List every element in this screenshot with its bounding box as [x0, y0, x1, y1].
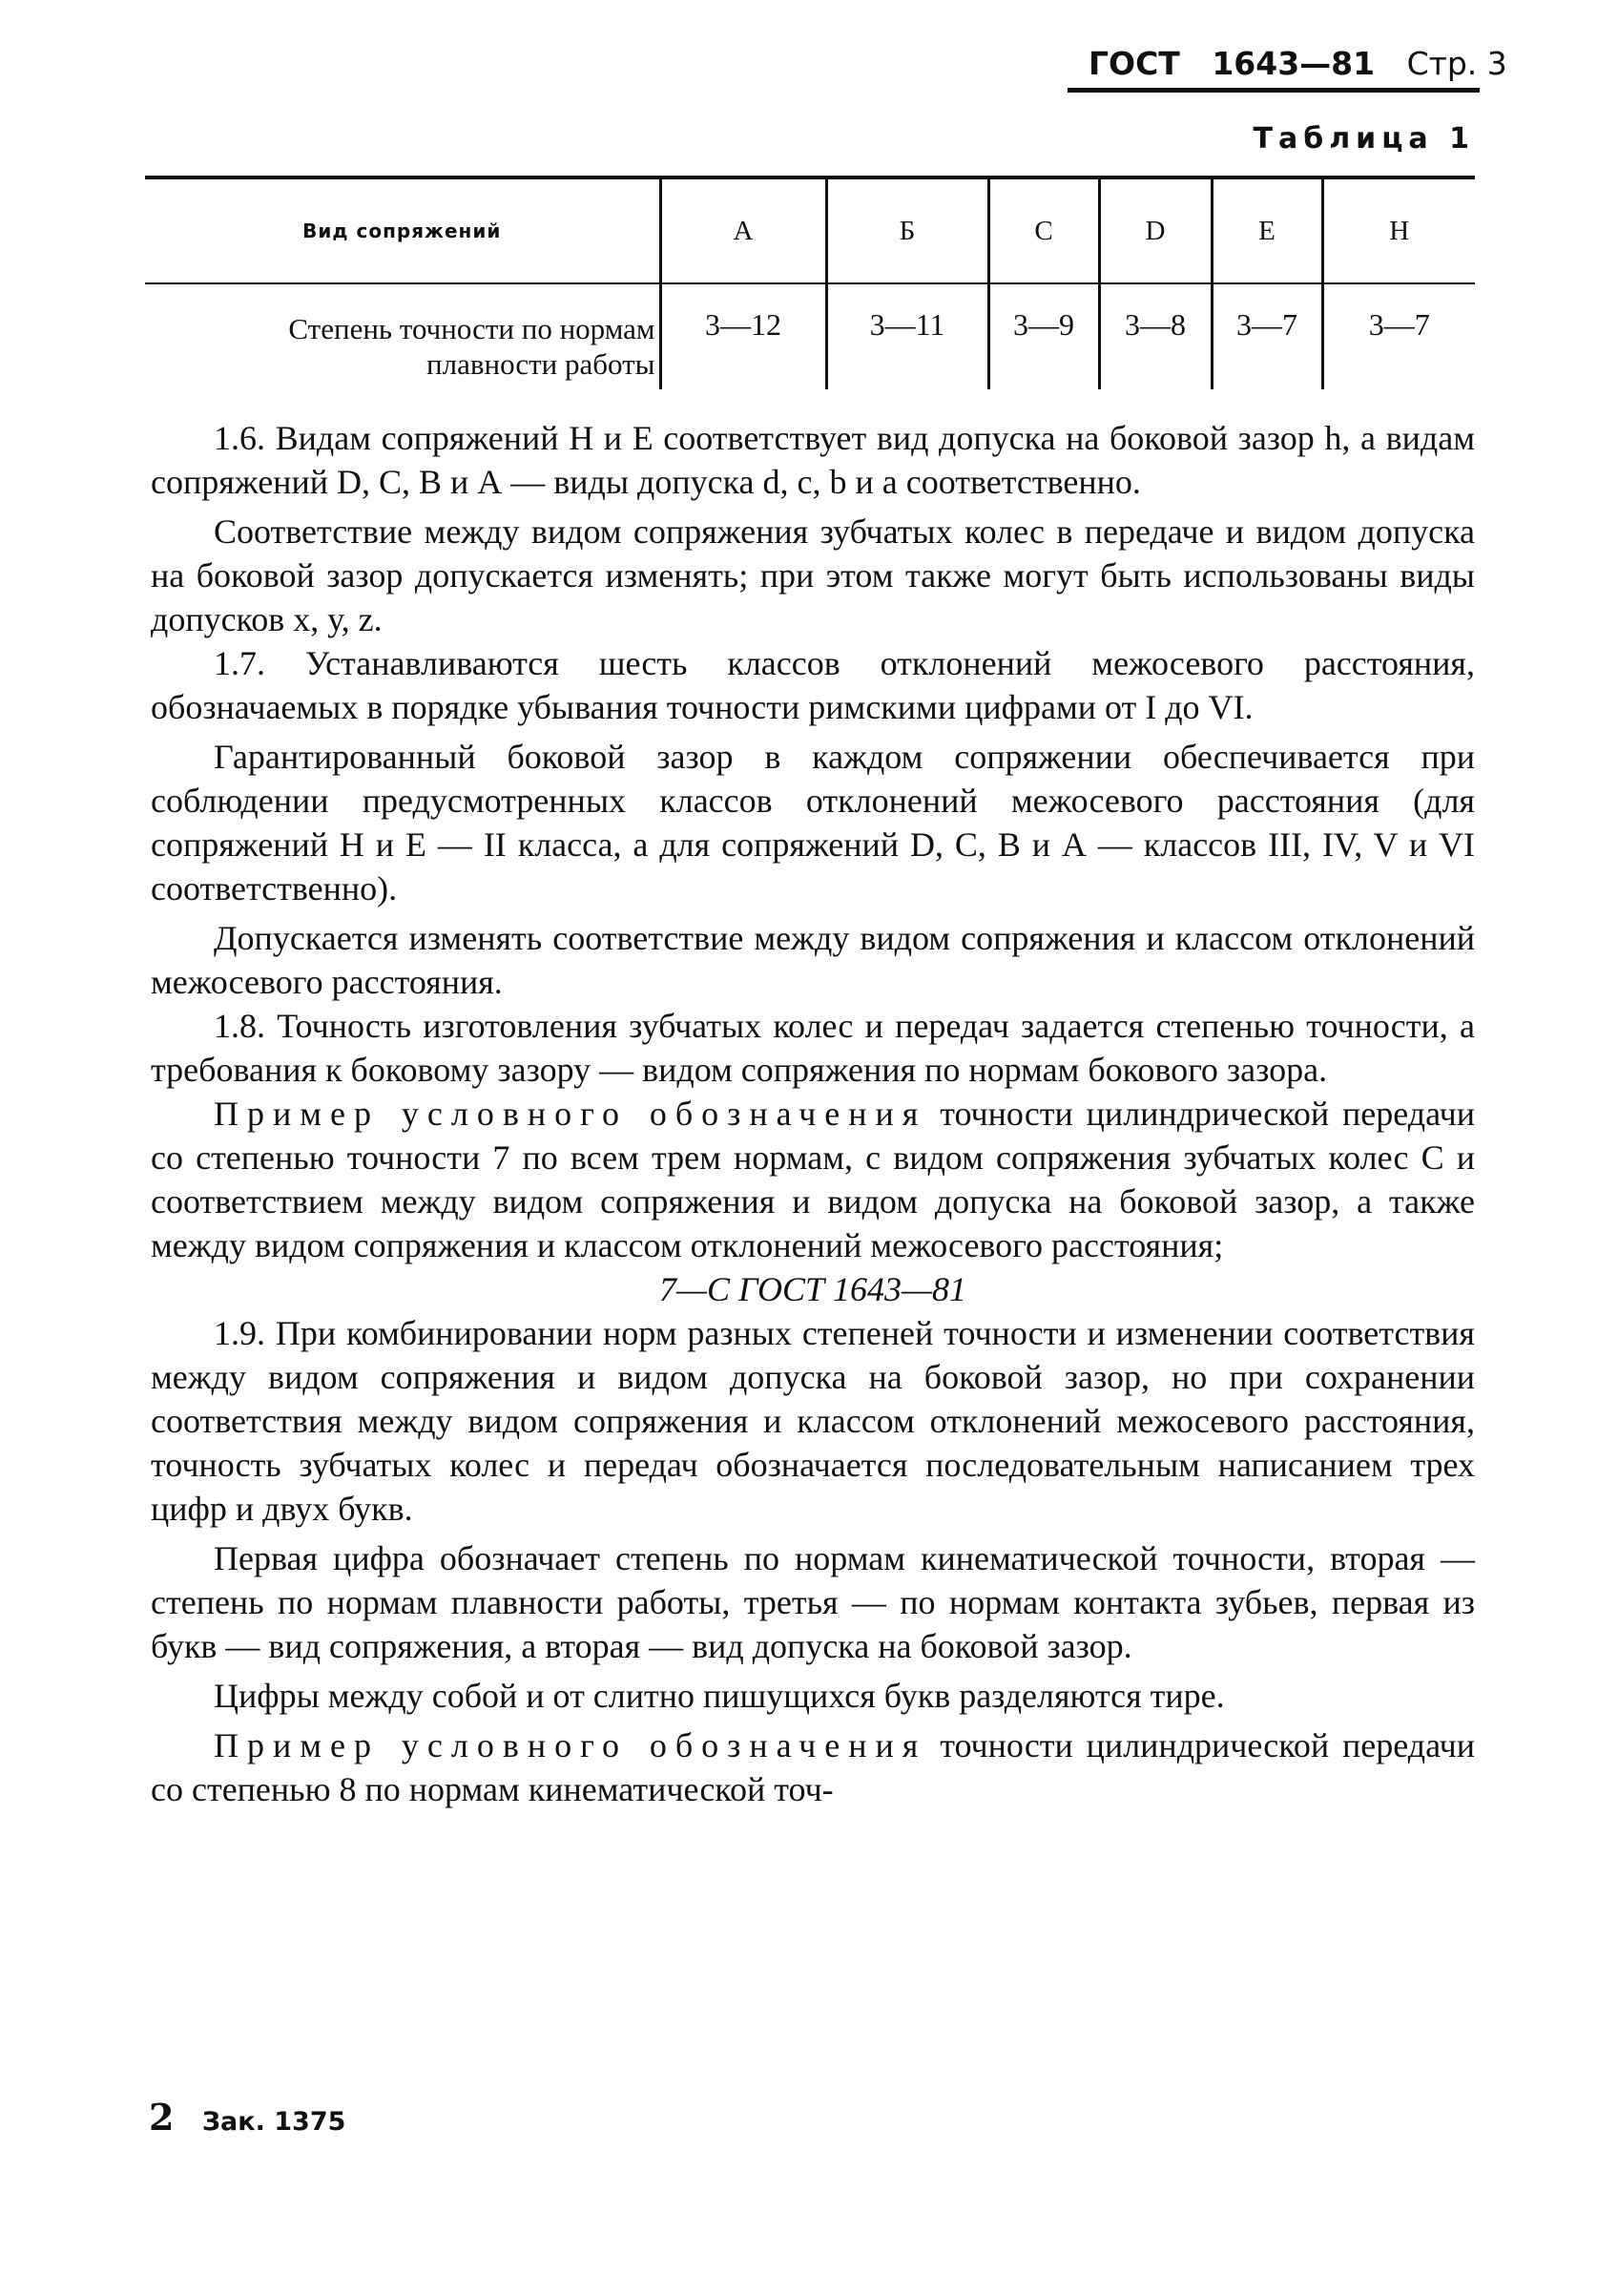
conjugation-table: [145, 176, 1475, 389]
page-footer: [149, 2096, 345, 2139]
paragraph: Первая цифра обозначает степень по нормам кинематической точности, вторая — степень по нормам плавности работы, третья — по нормам контакта зубьев, первая из букв — вид сопряжения, а вторая — вид допуска на боковой зазор.: [151, 1539, 1475, 1665]
row-label: Степень точности по нормам плавности работы: [288, 312, 655, 381]
paragraph: 1.9. При комбинировании норм разных степеней точности и изменении соответствия между видом сопряжения и видом допуска на боковой зазор, но при сохранении соответствия между видом сопряжения и классом отклонений межосевого расстояния, точность зубчатых колес и передач обозначается последовательным написанием трех цифр и двух букв.: [151, 1314, 1475, 1528]
body-text: [151, 416, 1475, 1811]
table-caption: Таблица 1: [1253, 122, 1475, 156]
standard-number: 1643—81: [1212, 45, 1376, 82]
column-header: А: [660, 177, 826, 283]
table-cell: 3—11: [826, 283, 988, 389]
table-head-label: Вид сопряжений: [145, 177, 660, 283]
table-header-row: [145, 177, 1475, 283]
column-header: С: [988, 177, 1099, 283]
table-cell: 3—9: [988, 283, 1099, 389]
standard-code: ГОСТ: [1089, 45, 1180, 82]
table-cell: 3—7: [1212, 283, 1322, 389]
column-header: Н: [1322, 177, 1475, 283]
paragraph: Гарантированный боковой зазор в каждом сопряжении обеспечивается при соблюдении предусмотренных классов отклонений межосевого расстояния (для сопряжений Н и Е — II класса, а для сопряжений D, С, В и А — классов III, IV, V и VI соответственно).: [151, 738, 1475, 908]
paragraph: 1.6. Видам сопряжений Н и Е соответствует вид допуска на боковой зазор h, а видам сопряжений D, С, В и А — виды допуска d, с, b и а соответственно.: [151, 419, 1475, 501]
table-cell: 3—12: [660, 283, 826, 389]
example-paragraph: [151, 1723, 1475, 1811]
order-number: Зак. 1375: [201, 2107, 346, 2137]
paragraph: Цифры между собой и от слитно пишущихся букв разделяются тире.: [214, 1677, 1225, 1715]
running-header: [1068, 40, 1507, 93]
page-label: Стр. 3: [1406, 45, 1507, 82]
column-header: D: [1099, 177, 1212, 283]
table-row: [145, 283, 1475, 389]
column-header: Е: [1212, 177, 1322, 283]
paragraph: Соответствие между видом сопряжения зубчатых колес в передаче и видом допуска на боковой зазор допускается изменять; при этом также могут быть использованы виды допусков х, у, z.: [151, 512, 1475, 638]
example-lead: Пример условного обозначения: [214, 1095, 927, 1133]
column-header: Б: [826, 177, 988, 283]
table-cell: 3—7: [1322, 283, 1475, 389]
paragraph: 1.7. Устанавливаются шесть классов отклонений межосевого расстояния, обозначаемых в порядке убывания точности римскими цифрами от I до VI.: [151, 644, 1475, 726]
footer-page-number: 2: [149, 2096, 175, 2139]
example-lead: Пример условного обозначения: [214, 1726, 927, 1764]
example-text: точности цилиндрической передачи со степенью 8 по нормам кинематической точ-: [151, 1726, 1475, 1808]
designation-formula: 7—С ГОСТ 1643—81: [658, 1270, 967, 1308]
example-text: точности цилиндрической передачи со степенью точности 7 по всем трем нормам, с видом сопряжения зубчатых колес С и соответствием между видом сопряжения и видом допуска на боковой зазор, а также между видом сопряжения и классом отклонений межосевого расстояния;: [151, 1095, 1475, 1264]
paragraph: 1.8. Точность изготовления зубчатых колес и передач задается степенью точности, а требования к боковому зазору — видом сопряжения по нормам бокового зазора.: [151, 1007, 1475, 1089]
example-paragraph: [151, 1092, 1475, 1267]
paragraph: Допускается изменять соответствие между видом сопряжения и классом отклонений межосевого расстояния.: [151, 919, 1475, 1001]
table-cell: 3—8: [1099, 283, 1212, 389]
